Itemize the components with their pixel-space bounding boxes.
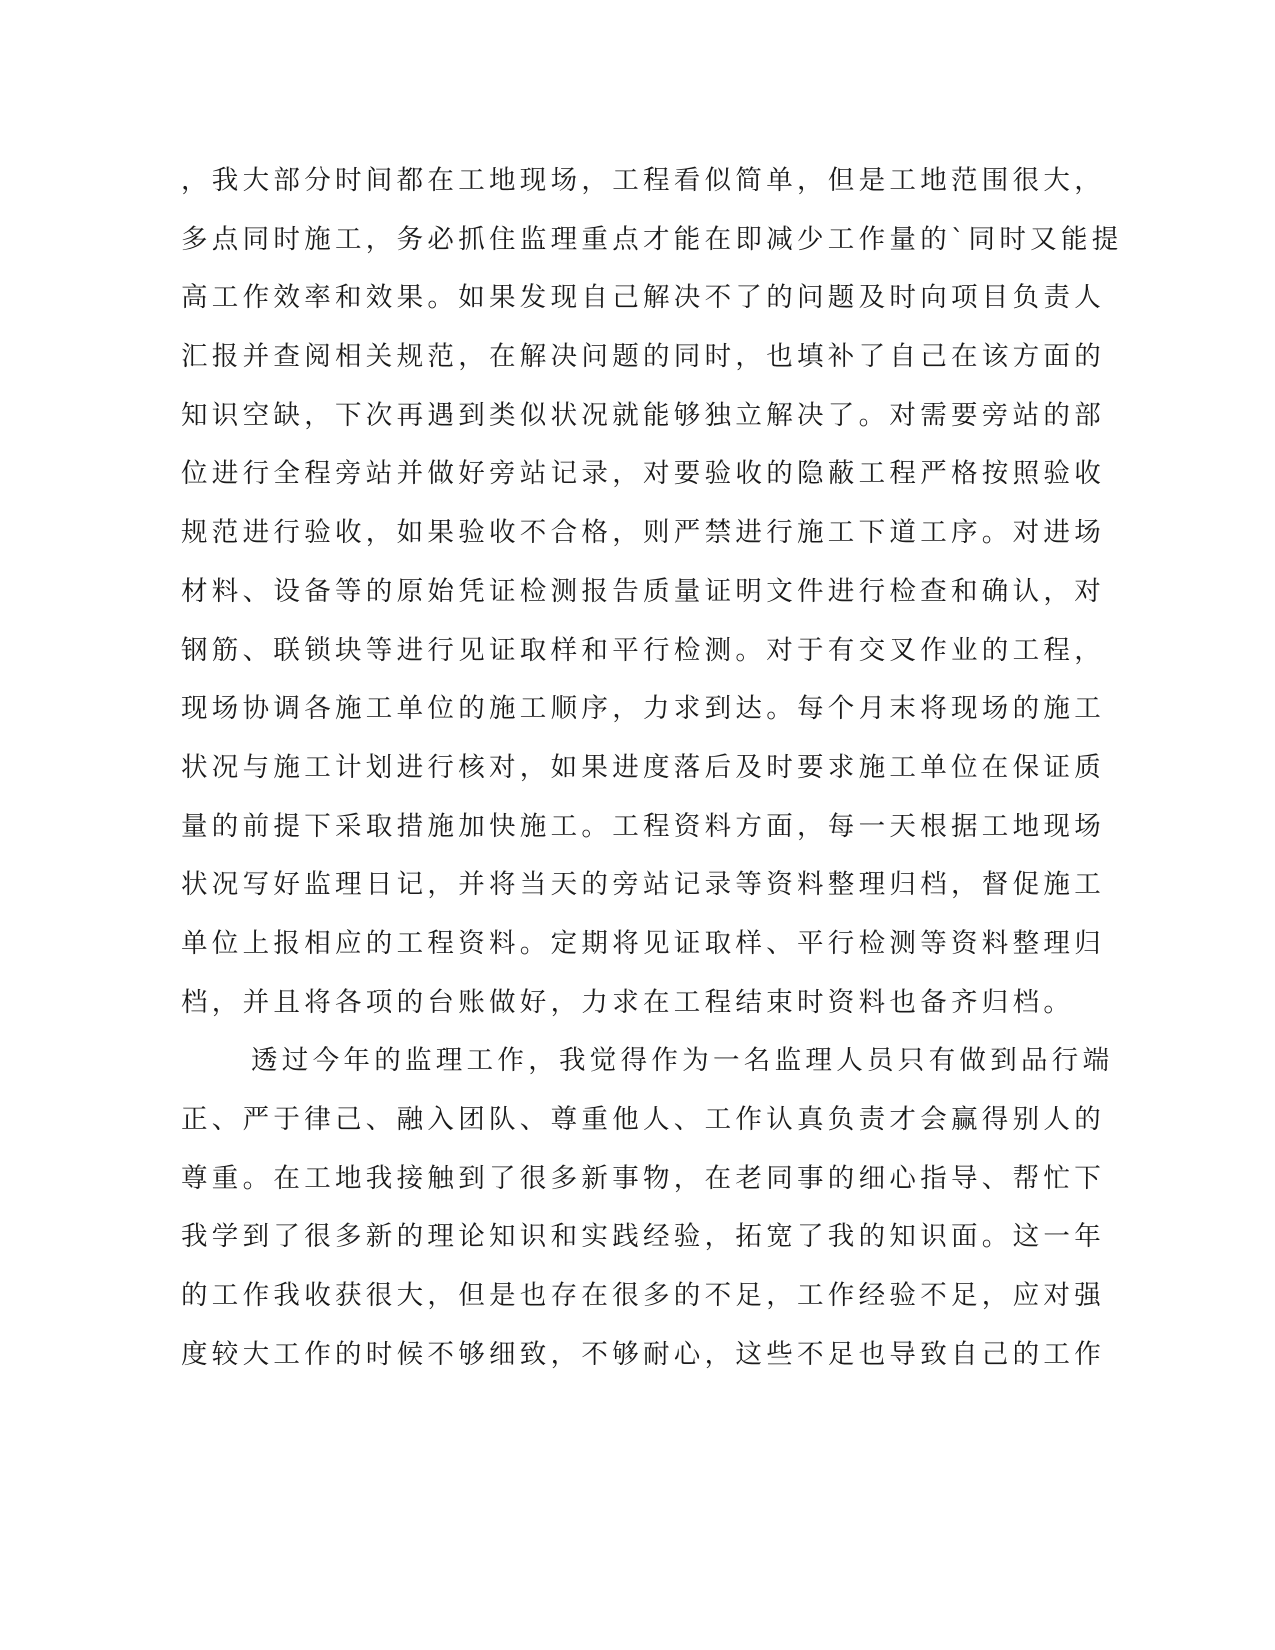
text-line: 的工作我收获很大，但是也存在很多的不足，工作经验不足，应对强 — [181, 1280, 1105, 1312]
paragraph-start-line: 透过今年的监理工作，我觉得作为一名监理人员只有做到品行端 — [251, 1045, 1114, 1077]
text-line: 状况与施工计划进行核对，如果进度落后及时要求施工单位在保证质 — [181, 751, 1105, 783]
body-text — [181, 152, 1123, 1384]
text-line: 档，并且将各项的台账做好，力求在工程结束时资料也备齐归档。 — [181, 986, 1075, 1018]
text-line: 状况写好监理日记，并将当天的旁站记录等资料整理归档，督促施工 — [181, 869, 1105, 901]
text-line: 知识空缺，下次再遇到类似状况就能够独立解决了。对需要旁站的部 — [181, 399, 1105, 431]
text-line: 材料、设备等的原始凭证检测报告质量证明文件进行检查和确认，对 — [181, 575, 1105, 607]
text-line: 正、严于律己、融入团队、尊重他人、工作认真负责才会赢得别人的 — [181, 1104, 1105, 1135]
text-line: 高工作效率和效果。如果发现自己解决不了的问题及时向项目负责人 — [181, 282, 1105, 314]
text-line: 量的前提下采取措施加快施工。工程资料方面，每一天根据工地现场 — [181, 810, 1105, 842]
text-line: 汇报并查阅相关规范，在解决问题的同时，也填补了自己在该方面的 — [181, 341, 1105, 373]
text-line: 现场协调各施工单位的施工顺序，力求到达。每个月末将现场的施工 — [181, 693, 1105, 725]
text-line: 位进行全程旁站并做好旁站记录，对要验收的隐蔽工程严格按照验收 — [181, 458, 1105, 490]
text-line: 单位上报相应的工程资料。定期将见证取样、平行检测等资料整理归 — [181, 927, 1105, 959]
text-line: 我学到了很多新的理论知识和实践经验，拓宽了我的知识面。这一年 — [181, 1221, 1105, 1253]
text-line: ，我大部分时间都在工地现场，工程看似简单，但是工地范围很大， — [181, 165, 1105, 196]
text-line: 度较大工作的时候不够细致，不够耐心，这些不足也导致自己的工作 — [181, 1338, 1105, 1370]
text-line: 钢筋、联锁块等进行见证取样和平行检测。对于有交叉作业的工程， — [181, 634, 1105, 666]
text-line: 尊重。在工地我接触到了很多新事物，在老同事的细心指导、帮忙下 — [181, 1162, 1105, 1194]
text-line: 规范进行验收，如果验收不合格，则严禁进行施工下道工序。对进场 — [181, 517, 1105, 549]
text-line: 多点同时施工，务必抓住监理重点才能在即减少工作量的`同时又能提 — [181, 223, 1123, 255]
